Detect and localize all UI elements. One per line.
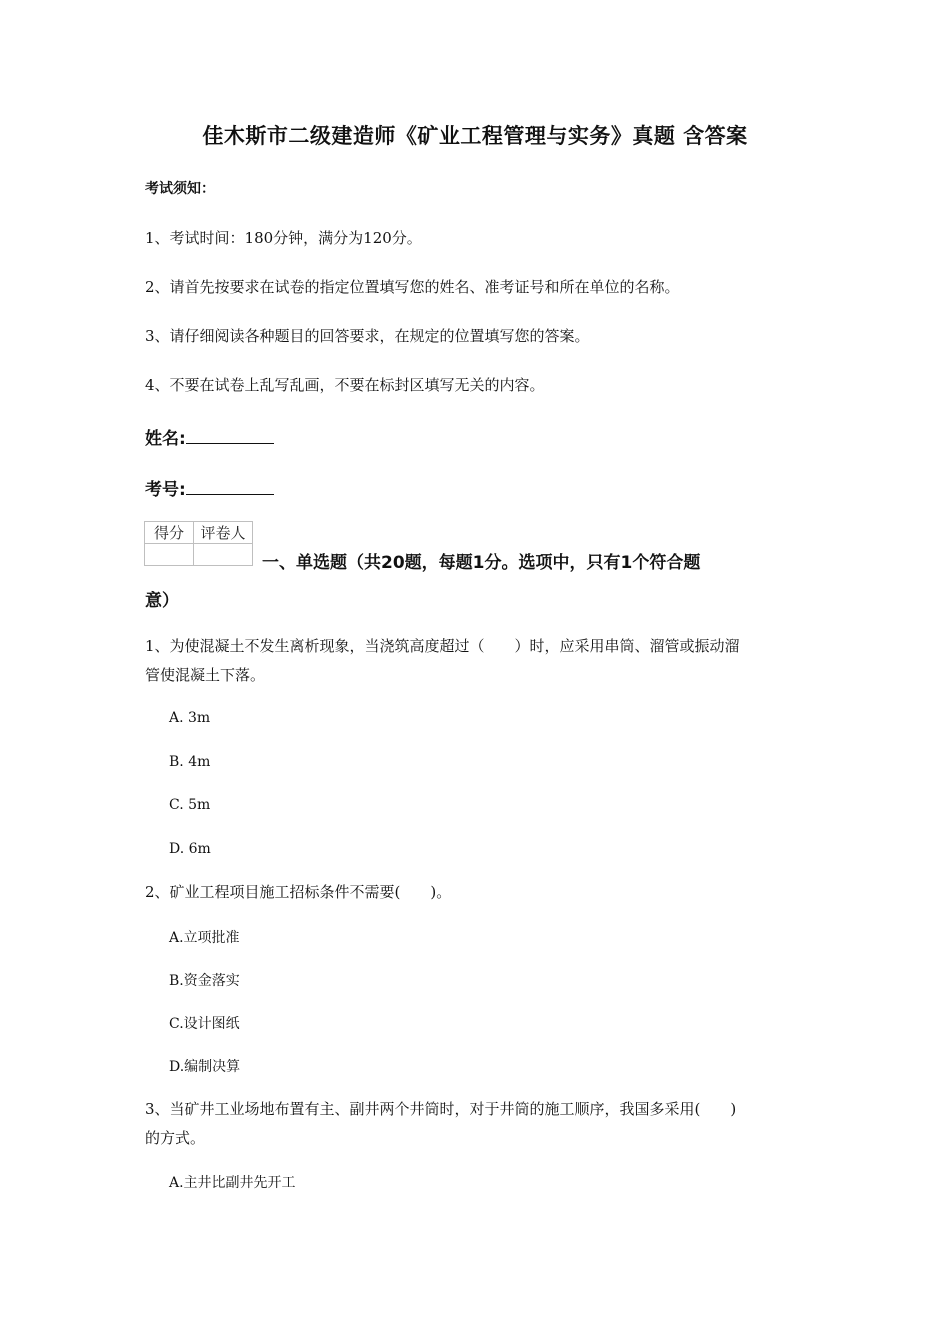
name-label: 姓名: [145,429,186,449]
question-1-line2: 管使混凝土下落。 [145,666,266,684]
question-3-line2: 的方式。 [145,1129,206,1147]
option-2d[interactable]: D.编制决算 [169,1059,241,1075]
score-header: 得分 [145,522,194,544]
notice-item: 4、不要在试卷上乱写乱画，不要在标封区填写无关的内容。 [145,376,545,394]
option-3a[interactable]: A.主井比副井先开工 [169,1175,296,1191]
option-1a[interactable]: A. 3m [169,710,211,726]
notice-heading: 考试须知： [145,181,215,197]
name-field[interactable] [145,424,274,449]
question-2 [145,878,810,907]
option-1d[interactable]: D. 6m [169,841,211,857]
question-1-line1: 1、为使混凝土不发生离析现象，当浇筑高度超过（ ）时，应采用串筒、溜管或振动溜 [145,637,740,655]
section-heading: 一、单选题（共20题，每题1分。选项中，只有1个符合题 [262,553,701,573]
exam-id-field[interactable] [145,475,274,500]
grader-header: 评卷人 [194,522,253,544]
question-3-line1: 3、当矿井工业场地布置有主、副井两个井筒时，对于井筒的施工顺序，我国多采用( ) [145,1100,737,1118]
exam-id-label: 考号: [145,480,186,500]
option-2a[interactable]: A.立项批准 [169,930,240,946]
option-2c[interactable]: C.设计图纸 [169,1016,240,1032]
exam-id-blank[interactable] [186,476,274,495]
option-1c[interactable]: C. 5m [169,797,211,813]
grader-cell[interactable] [194,544,253,566]
question-1 [145,632,810,690]
notice-item: 1、考试时间：180分钟，满分为120分。 [145,229,422,247]
option-1b[interactable]: B. 4m [169,754,211,770]
notice-item: 2、请首先按要求在试卷的指定位置填写您的姓名、准考证号和所在单位的名称。 [145,278,680,296]
section-heading-cont: 意） [145,591,179,611]
question-2-line1: 2、矿业工程项目施工招标条件不需要( )。 [145,883,452,901]
question-3 [145,1095,810,1153]
page-title: 佳木斯市二级建造师《矿业工程管理与实务》真题 含答案 [202,124,748,148]
score-table [144,521,253,566]
option-2b[interactable]: B.资金落实 [169,973,240,989]
name-blank[interactable] [186,425,274,444]
score-cell[interactable] [145,544,194,566]
notice-item: 3、请仔细阅读各种题目的回答要求，在规定的位置填写您的答案。 [145,327,590,345]
